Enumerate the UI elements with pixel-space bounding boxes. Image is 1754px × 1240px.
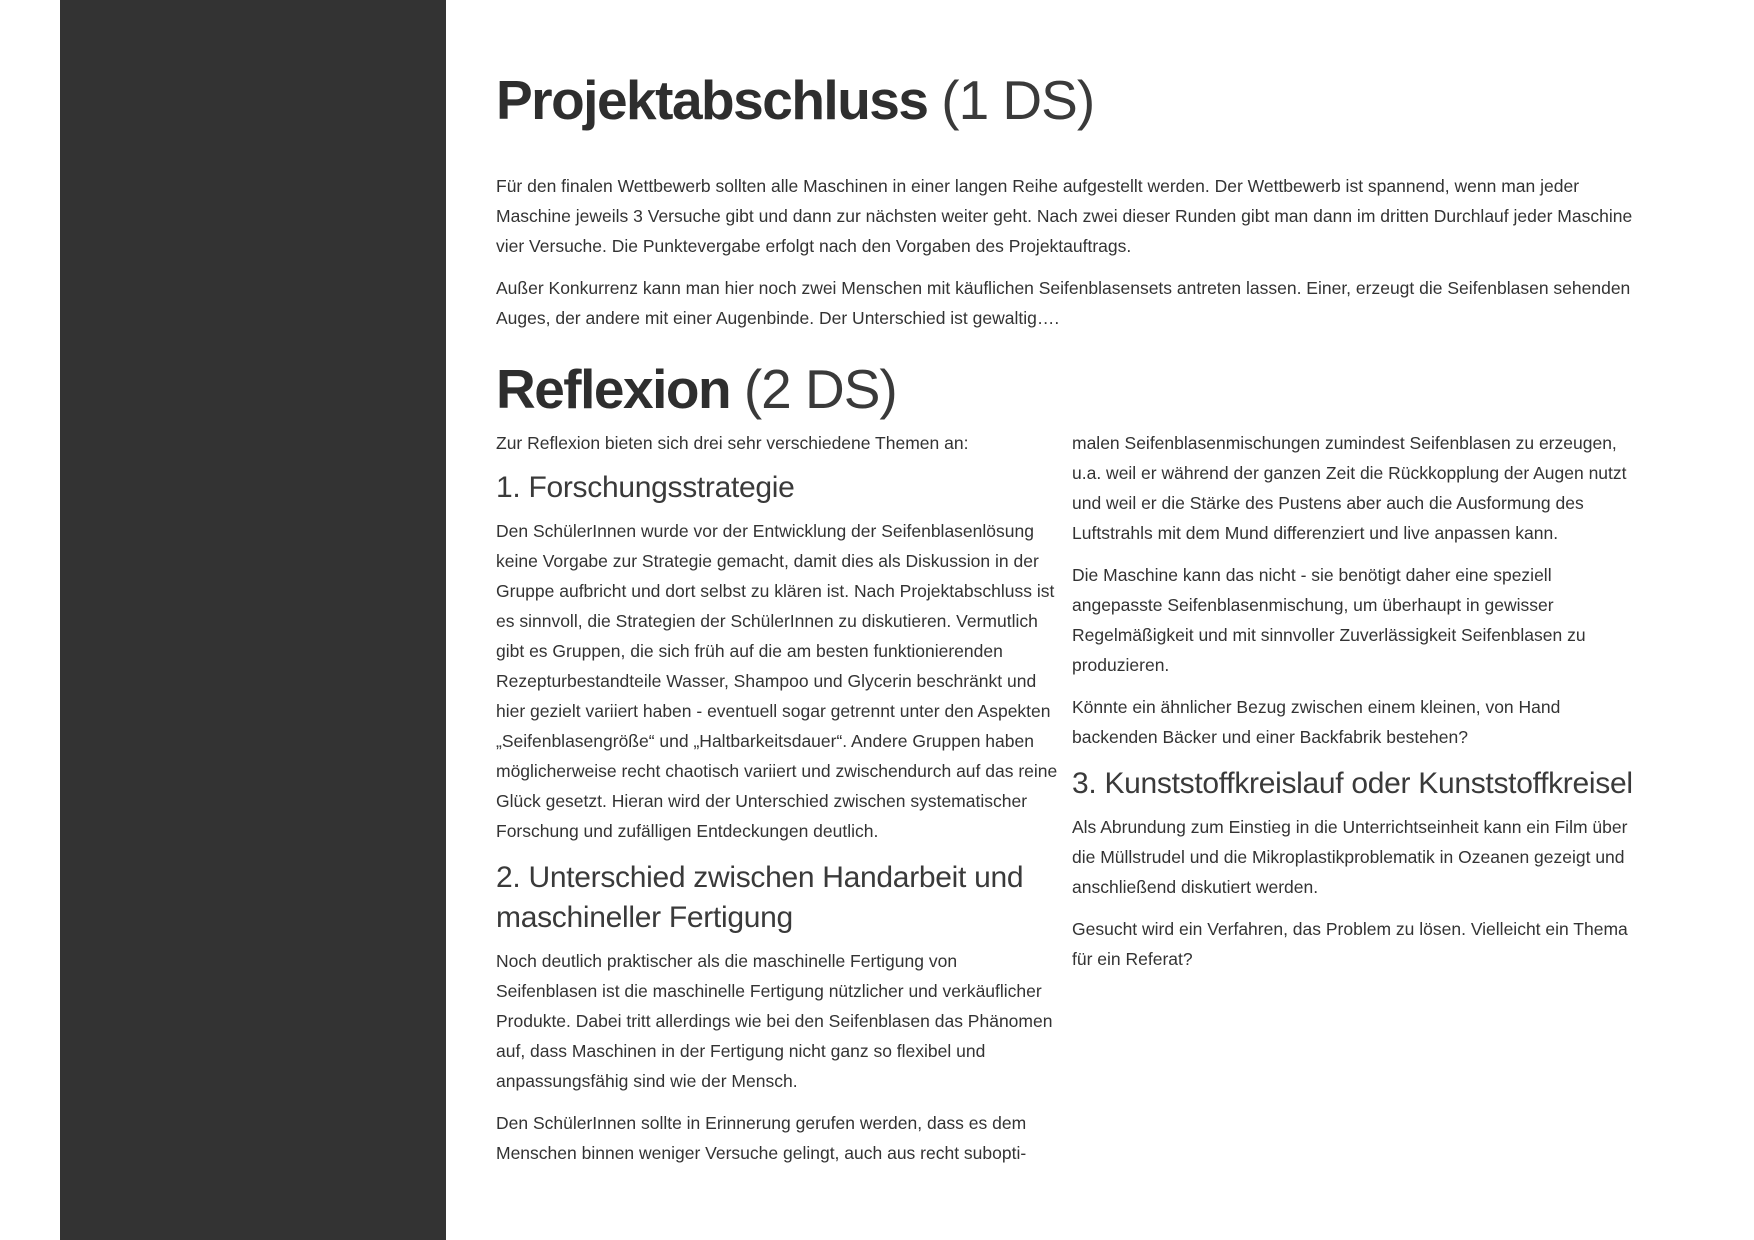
paragraph: Könnte ein ähnlicher Bezug zwischen einem kleinen, von Hand backenden Bäcker und einer Backfabrik bestehen? <box>1072 697 1561 747</box>
paragraph: Noch deutlich praktischer als die maschinelle Fertigung von Seifenblasen ist die maschinelle Fertigung nützlicher und verkäuflicher Produkte. Dabei tritt allerdings wie bei den Seifenblasen das Phänomen auf, dass Maschinen in der Fertigung nicht ganz so flexibel und anpassungsfähig sind wie der Mensch. <box>496 951 1053 1091</box>
paragraph: Für den finalen Wettbewerb sollten alle Maschinen in einer langen Reihe aufgestellt werden. Der Wettbewerb ist spannend, wenn man jeder Maschine jeweils 3 Versuche gibt und dann zur nächsten weiter geht. Nach zwei dieser Runden gibt man dann im dritten Durchlauf jeder Maschine vier Versuche. Die Punktevergabe erfolgt nach den Vorgaben des Projektauftrags. <box>496 176 1633 256</box>
paragraph: Als Abrundung zum Einstieg in die Unterrichtseinheit kann ein Film über die Müllstrudel und die Mikroplastikproblematik in Ozeanen gezeigt und anschließend diskutiert werden. <box>1072 817 1628 897</box>
column-left <box>496 428 1061 1180</box>
paragraph: Gesucht wird ein Verfahren, das Problem zu lösen. Vielleicht ein Thema für ein Referat? <box>1072 919 1628 969</box>
topic-heading: 1. Forschungsstrategie <box>496 471 795 504</box>
paragraph: Die Maschine kann das nicht - sie benötigt daher eine speziell angepasste Seifenblasenmischung, um überhaupt in gewisser Regelmäßigkeit und mit sinnvoller Zuverlässigkeit Seifenblasen zu produzieren. <box>1072 565 1586 675</box>
title-suffix: (1 DS) <box>941 69 1095 131</box>
reflexion-intro: Zur Reflexion bieten sich drei sehr verschiedene Themen an: <box>496 433 969 453</box>
title-suffix: (2 DS) <box>743 358 897 420</box>
paragraph: Den SchülerInnen wurde vor der Entwicklung der Seifenblasenlösung keine Vorgabe zur Strategie gemacht, damit dies als Diskussion in der Gruppe aufbricht und dort selbst zu klären ist. Nach Projektabschluss ist es sinnvoll, die Strategien der SchülerInnen zu diskutieren. Vermutlich gibt es Gruppen, die sich früh auf die am besten funktionierenden Rezepturbestandteile Wasser, Shampoo und Glycerin beschränkt und hier gezielt variiert haben - eventuell sogar getrennt unter den Aspekten „Seifenblasengröße“ und „Haltbarkeitsdauer“. Andere Gruppen haben möglicherweise recht chaotisch variiert und zwischendurch auf das reine Glück gesetzt. Hieran wird der Unterschied zwischen systematischer Forschung und zufälligen Entdeckungen deutlich. <box>496 521 1058 841</box>
sidebar-dark-bar <box>60 0 446 1240</box>
title-bold: Projektabschluss <box>496 69 928 131</box>
projektabschluss-body <box>496 171 1646 345</box>
title-bold: Reflexion <box>496 358 731 420</box>
paragraph: Den SchülerInnen sollte in Erinnerung gerufen werden, dass es dem Menschen binnen weniger Versuche gelingt, auch aus recht subopti- <box>496 1113 1027 1163</box>
paragraph: malen Seifenblasenmischungen zumindest Seifenblasen zu erzeugen, u.a. weil er während der ganzen Zeit die Rückkopplung der Augen nutzt und weil er die Stärke des Pustens aber auch die Ausformung des Luftstrahls mit dem Mund differenziert und live anpassen kann. <box>1072 433 1627 543</box>
paragraph: Außer Konkurrenz kann man hier noch zwei Menschen mit käuflichen Seifenblasensets antreten lassen. Einer, erzeugt die Seifenblasen sehenden Auges, der andere mit einer Augenbinde. Der Unterschied ist gewaltig…. <box>496 278 1631 328</box>
column-right <box>1072 428 1646 986</box>
topic-heading: 2. Unterschied zwischen Handarbeit und maschineller Fertigung <box>496 861 1024 934</box>
topic-heading: 3. Kunststoffkreislauf oder Kunststoffkreisel <box>1072 767 1633 800</box>
section-title-projektabschluss <box>496 69 1095 131</box>
section-title-reflexion <box>496 358 897 420</box>
